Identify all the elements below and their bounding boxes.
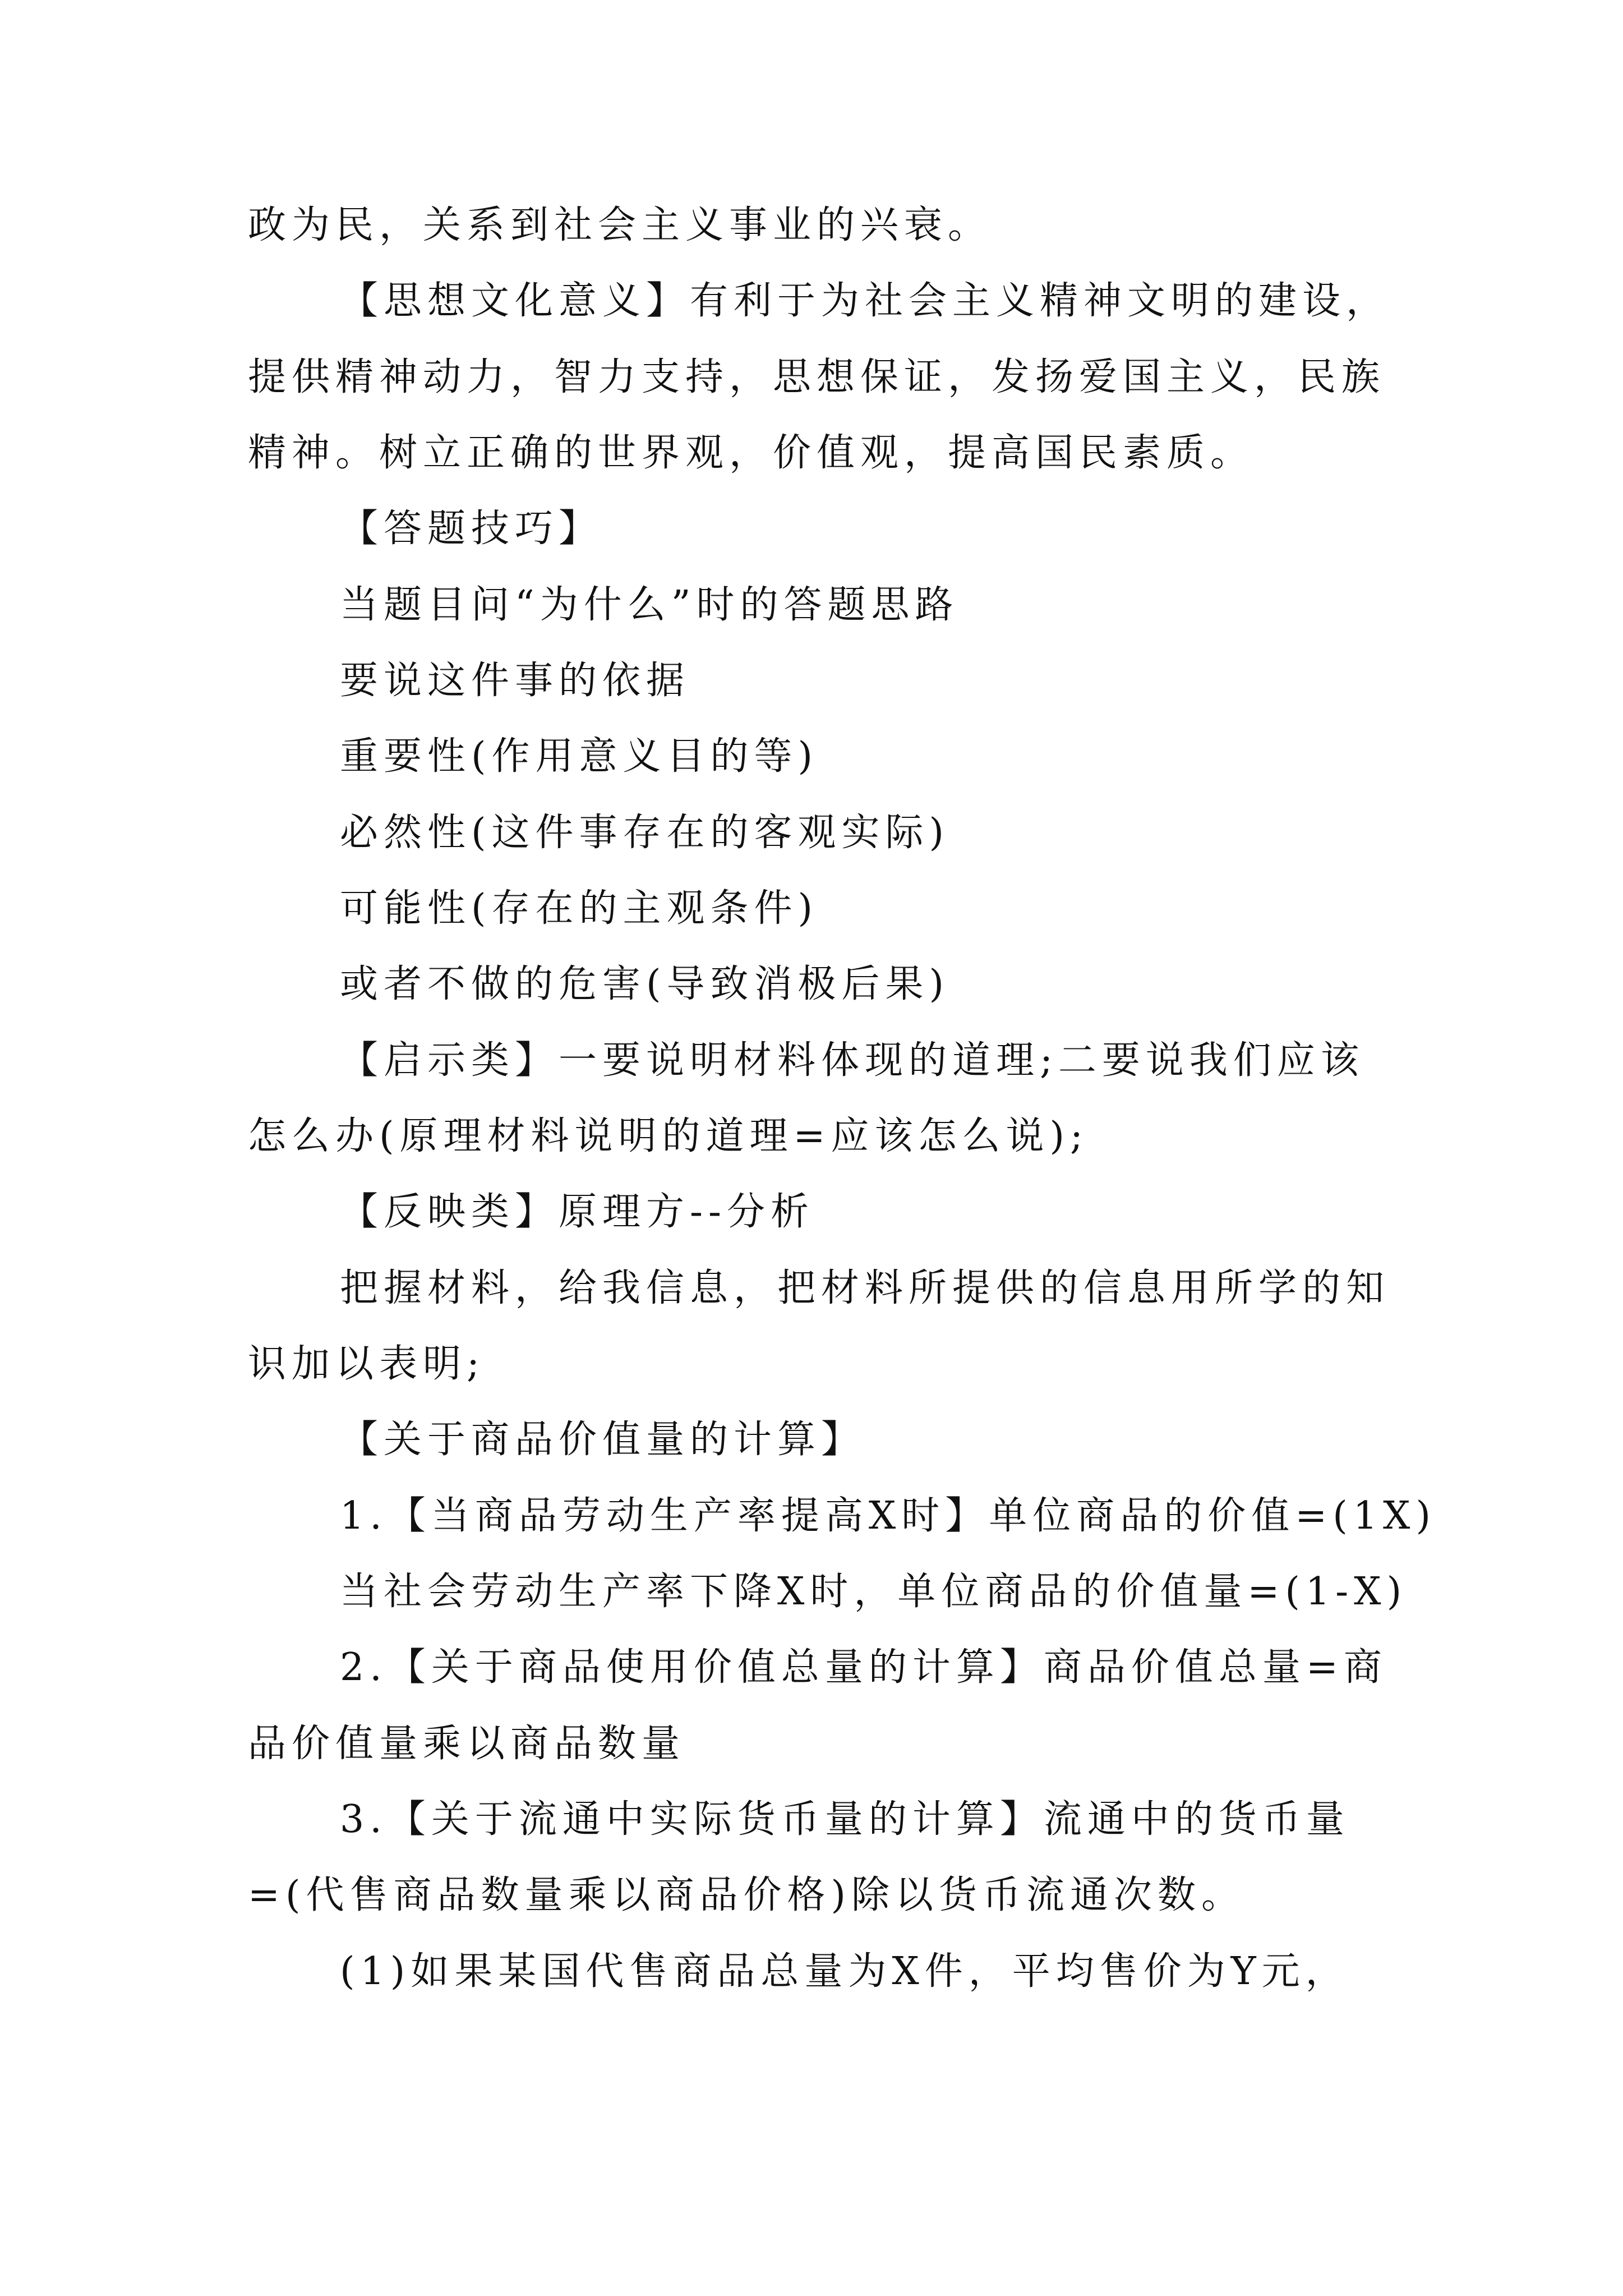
paragraph-heading: 【思想文化意义】有利于为社会主义精神文明的建设， bbox=[340, 279, 1390, 323]
text-line: 当题目问“为什么”时的答题思路 bbox=[340, 583, 959, 627]
text-line: 品价值量乘以商品数量 bbox=[248, 1722, 686, 1766]
text-line: 识加以表明; bbox=[248, 1342, 485, 1386]
text-line: (1)如果某国代售商品总量为X件，平均售价为Y元， bbox=[340, 1949, 1349, 1994]
text-line: 怎么办(原理材料说明的道理=应该怎么说); bbox=[248, 1114, 1089, 1158]
text-line: =(代售商品数量乘以商品价格)除以货币流通次数。 bbox=[248, 1873, 1246, 1917]
paragraph-heading: 【启示类】一要说明材料体现的道理;二要说我们应该 bbox=[340, 1038, 1364, 1083]
text-line: 提供精神动力，智力支持，思想保证，发扬爱国主义，民族 bbox=[248, 355, 1386, 399]
text-line: 3.【关于流通中实际货币量的计算】流通中的货币量 bbox=[340, 1797, 1350, 1842]
text-line: 要说这件事的依据 bbox=[340, 659, 690, 703]
paragraph-heading: 【反映类】原理方--分析 bbox=[340, 1190, 814, 1234]
text-line: 可能性(存在的主观条件) bbox=[340, 886, 819, 931]
text-line: 当社会劳动生产率下降X时，单位商品的价值量=(1-X) bbox=[340, 1570, 1408, 1614]
section-heading: 【关于商品价值量的计算】 bbox=[340, 1418, 865, 1462]
text-line: 1.【当商品劳动生产率提高X时】单位商品的价值=(1X) bbox=[340, 1494, 1436, 1538]
text-line: 必然性(这件事存在的客观实际) bbox=[340, 811, 950, 855]
text-line: 政为民，关系到社会主义事业的兴衰。 bbox=[248, 203, 992, 247]
section-heading: 【答题技巧】 bbox=[340, 507, 603, 551]
text-line: 2.【关于商品使用价值总量的计算】商品价值总量=商 bbox=[340, 1645, 1387, 1690]
text-line: 精神。树立正确的世界观，价值观，提高国民素质。 bbox=[248, 431, 1255, 475]
text-line: 重要性(作用意义目的等) bbox=[340, 734, 819, 779]
text-line: 或者不做的危害(导致消极后果) bbox=[340, 962, 950, 1006]
text-line: 把握材料，给我信息，把材料所提供的信息用所学的知 bbox=[340, 1266, 1390, 1310]
